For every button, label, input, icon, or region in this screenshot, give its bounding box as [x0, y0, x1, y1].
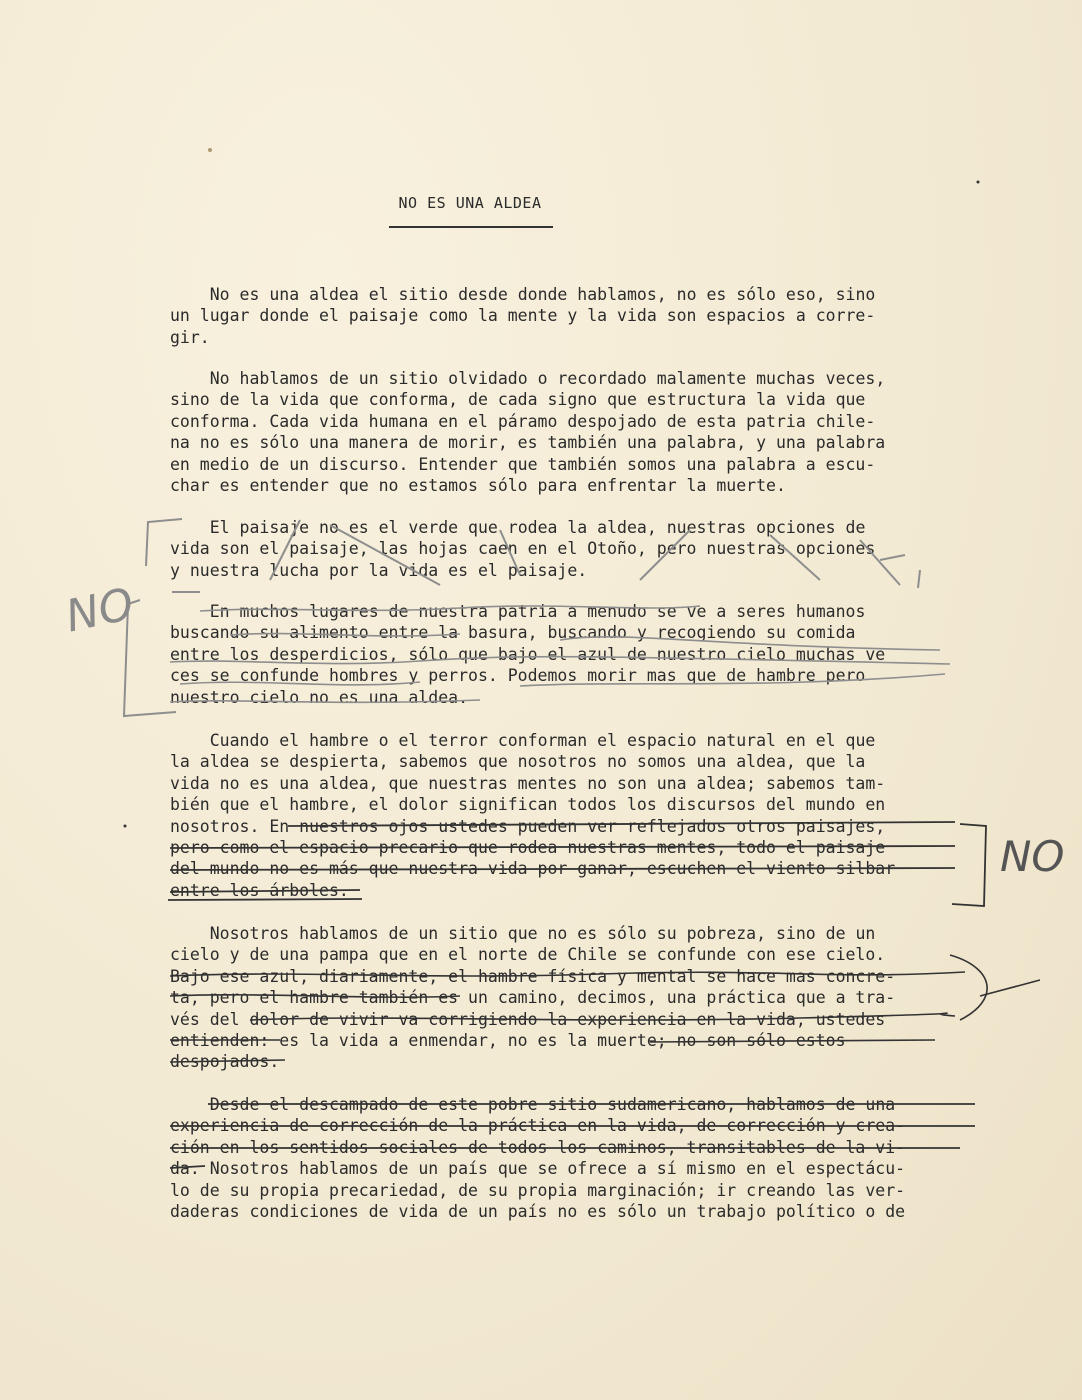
paragraph-3: El paisaje no es el verde que rodea la aldea, nuestras opciones de vida son el paisaje, las hojas caen en el Otoño, pero nuestras opciones y nuestra lucha por la vida es el paisaje.	[170, 518, 876, 580]
paragraph-1: No es una aldea el sitio desde donde hablamos, no es sólo eso, sino un lugar donde el paisaje como la mente y la vida son espacios a corre- gir.	[170, 285, 876, 347]
title-underline	[389, 226, 553, 228]
margin-note-right: NO	[1000, 832, 1065, 881]
document-title: NO ES UNA ALDEA	[398, 194, 542, 212]
paragraph-4: En muchos lugares de nuestra patria a menudo se ve a seres humanos buscando su alimento entre la basura, buscando y recogiendo su comida entre los desperdicios, sólo que bajo el azul de nuestro cielo muchas ve ces se confunde hombres y perros. Podemos morir mas que de hambre pero nuestro cielo no es una aldea.	[170, 602, 886, 707]
paragraph-5: Cuando el hambre o el terror conforman el espacio natural en el que la aldea se despierta, sabemos que nosotros no somos una aldea, que la vida no es una aldea, que nuestras mentes no son una aldea; sabemos tam- bién que el hambre, el dolor significan todos los discursos del mundo en nosotros. En nuestros ojos ustedes pueden ver reflejados otros paisajes, pero como el espacio precario que rodea nuestras mentes, todo el paisaje del mundo no es más que nuestra vida por ganar, escuchen el viento silbar entre los árboles.	[170, 731, 896, 900]
paragraph-2: No hablamos de un sitio olvidado o recordado malamente muchas veces, sino de la vida que conforma, de cada signo que estructura la vida que conforma. Cada vida humana en el páramo despojado de esta patria chile- na no es sólo una manera de morir, es también una palabra, y una palabra en medio de un discurso. Entender que también somos una palabra a escu- char es entender que no estamos sólo para enfrentar la muerte.	[170, 369, 886, 496]
paragraph-7: Desde el descampado de este pobre sitio sudamericano, hablamos de una experiencia de corrección de la práctica en la vida, de corrección y crea- ción en los sentidos sociales de todos los caminos, transitables de la vi- da. Nosotros hablamos de un país que se ofrece a sí mismo en el espectácu- lo de su propia precariedad, de su propia marginación; ir creando las ver- daderas condiciones de vida de un país no es sólo un trabajo político o de	[170, 1095, 906, 1222]
paragraph-6: Nosotros hablamos de un sitio que no es sólo su pobreza, sino de un cielo y de una pampa que en el norte de Chile se confunde con ese cielo. Bajo ese azul, diariamente, el hambre física y mental se hace mas concre- ta, pero el hambre también es un camino, decimos, una práctica que a tra- vés del dolor de vivir va corrigiendo la experiencia en la vida, ustedes entienden: es la vida a enmendar, no es la muerte; no son sólo estos despojados.	[170, 924, 896, 1072]
margin-note-left: NO	[61, 578, 139, 643]
